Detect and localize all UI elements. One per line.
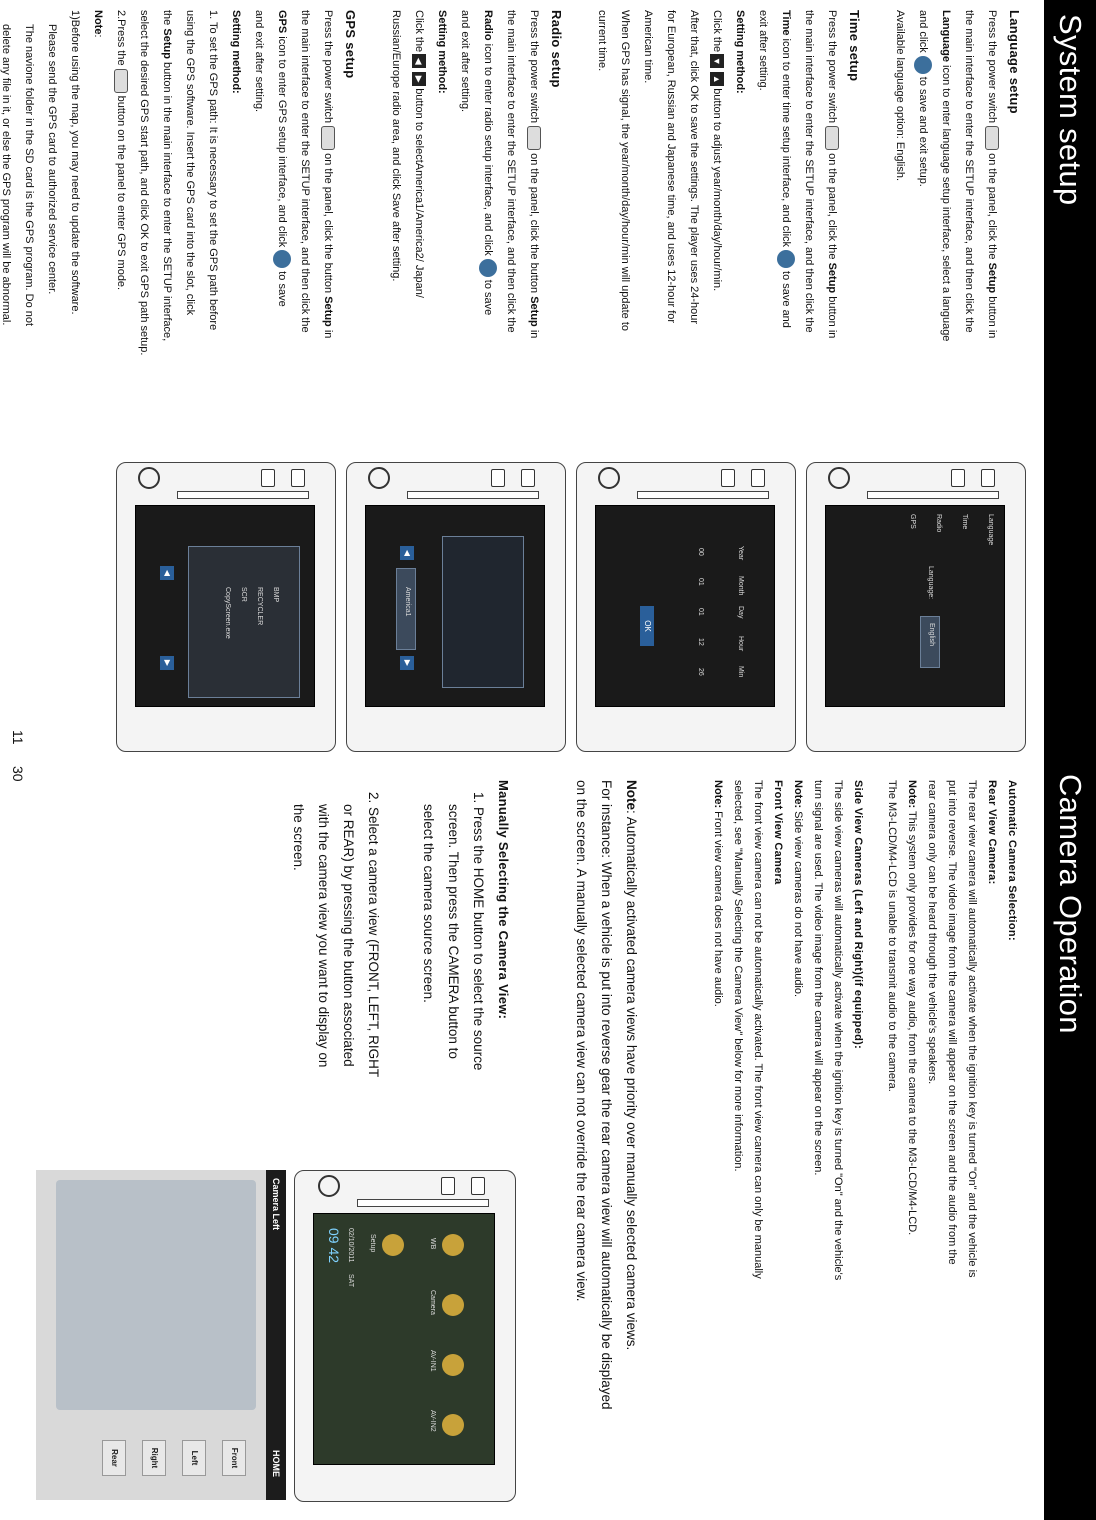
power-knob	[318, 1175, 340, 1197]
text: the main interface to enter the SETUP interface, and then click the	[963, 10, 975, 333]
time-column: Min	[737, 666, 744, 678]
text: The rear view camera will automatically activate when the ignition key is turned "On" and the vehicle is	[966, 780, 978, 1278]
right-camera-button: Right	[142, 1440, 166, 1476]
power-switch-icon	[321, 126, 335, 150]
section-heading: Manually Selecting the Camera View:	[496, 780, 511, 1020]
power-knob	[138, 467, 160, 489]
text: to save	[482, 279, 494, 316]
text: using the GPS software. Insert the GPS card into the slot, click	[184, 10, 196, 316]
tile-label: Setup	[369, 1234, 376, 1253]
power-knob	[598, 467, 620, 489]
time-column: Month	[737, 576, 744, 596]
text: the main interface to enter the SETUP interface, and then click the	[803, 10, 815, 333]
arrow-down-icon: ▼	[710, 54, 724, 68]
text: Front view camera does not have audio.	[712, 808, 724, 1007]
usb-icon	[721, 469, 735, 487]
time-value: 26	[697, 668, 704, 676]
tile-label: WB	[429, 1238, 436, 1250]
text: the	[161, 10, 173, 29]
av-in2-icon	[442, 1414, 464, 1436]
manual-selection-text	[286, 780, 516, 1220]
arrow-left-icon: ◀	[160, 566, 174, 580]
language-value-box	[920, 616, 940, 668]
power-switch-icon	[825, 126, 839, 150]
volume-button	[471, 1177, 485, 1195]
save-icon	[479, 259, 497, 277]
radio-area-value: America1	[404, 587, 411, 617]
note-label: Note:	[712, 780, 724, 809]
text: 1)Before using the map, you may need to update the software.	[69, 10, 81, 315]
text: screen. Then press the CAMERA button to	[446, 804, 461, 1059]
language-keyword: Language	[940, 10, 952, 62]
text: current time.	[596, 10, 608, 72]
text: and exit after setting.	[253, 10, 265, 113]
sub-heading: Rear View Camera:	[986, 780, 998, 885]
text: Russian/Europe radio area, and click Save after setting.	[390, 10, 402, 282]
text: The navione folder in the SD card is the GPS program. Do not	[23, 24, 35, 327]
disc-slot	[357, 1199, 489, 1207]
ok-button: OK	[640, 606, 654, 646]
section-heading: Radio setup	[549, 10, 564, 88]
tile-label: AV-IN1	[429, 1350, 436, 1372]
section-heading: Time setup	[847, 10, 862, 82]
sub-heading: Side View Cameras (Left and Right)(if equipped):	[852, 780, 864, 1050]
arrow-right-icon: ▶	[412, 72, 426, 86]
device-gps-screen	[116, 462, 336, 752]
radio-area-box	[396, 568, 416, 650]
volume-button	[521, 469, 535, 487]
device-time-screen	[576, 462, 796, 752]
text: Click the	[413, 10, 425, 53]
menu-item: Time	[961, 514, 968, 530]
text: Press the power switch	[986, 10, 998, 124]
text: Press the power switch	[826, 10, 838, 124]
usb-icon	[951, 469, 965, 487]
text: with the camera view you want to display on	[316, 804, 331, 1068]
setting-method-label: Setting method:	[230, 10, 242, 94]
time-section	[590, 10, 866, 440]
page-title: Camera Operation	[1053, 774, 1088, 1034]
text: and exit after setting.	[459, 10, 471, 113]
camera-title: Camera Left	[271, 1178, 281, 1231]
setup-icon	[382, 1234, 404, 1256]
usb-icon	[491, 469, 505, 487]
time-value: 01	[697, 608, 704, 616]
text: turn signal are used. The video image from the camera will appear on the screen.	[812, 780, 824, 1176]
tile-label: AV-IN2	[429, 1410, 436, 1432]
save-icon	[777, 250, 795, 268]
text: Side view cameras do not have audio.	[792, 808, 804, 998]
text: the main interface to enter the SETUP interface, and then click the	[505, 10, 517, 333]
file-item: BMP	[272, 587, 279, 603]
note-label: Note	[92, 10, 104, 35]
device-radio-screen	[346, 462, 566, 752]
text: on the screen. A manually selected camera view can not override the rear camera view.	[574, 780, 589, 1302]
menu-item: Language	[987, 514, 994, 546]
language-value: English	[928, 623, 935, 646]
day-readout: SAT	[347, 1274, 354, 1288]
text: icon to enter radio setup interface, and click	[482, 40, 494, 256]
save-icon	[273, 250, 291, 268]
text: on the panel, click the button	[528, 153, 540, 294]
text: and click	[917, 10, 929, 53]
arrow-up-icon: ▲	[710, 72, 724, 86]
gps-section: GPS setup Press the power switchon the panel, click the button Setup in the main interface to enter the SETUP interface, and then click the GPS icon to enter GPS setup interface, and clickto save and exit after setting. Setting method: 1. To set the GPS path: It is necessary to set the GPS path before using the GPS software. Insert the GPS card into the slot, click the Setup button in the main interface to enter the SETUP interface, select the desired GPS start path, and click OK to exit GPS path setup. 2.Press thebutton on the panel to enter GPS mode. Note: 1)Before using the map, you may need to update the software. Please send the GPS card to authorized service center. The navione folder in the SD card is the GPS program. Do not delete any file in it, or else the GPS program will be abnormal.	[0, 10, 362, 440]
camera-auto-text	[708, 780, 1022, 1500]
text: the screen.	[291, 804, 306, 871]
sub-heading: Front View Camera	[772, 780, 784, 885]
text: The side view cameras will automatically activate when the ignition key is turned "On" and the vehicle's	[832, 780, 844, 1281]
section-heading: GPS setup	[343, 10, 358, 79]
volume-button	[291, 469, 305, 487]
text: icon to enter language setup interface, select a language	[940, 61, 952, 342]
radio-keyword: Radio	[482, 10, 494, 41]
text: Click the	[711, 10, 723, 53]
setup-keyword: Setup	[322, 296, 334, 327]
note-label: Note:	[906, 780, 918, 809]
page-number: 30	[10, 766, 26, 782]
power-switch-icon	[527, 126, 541, 150]
av-in1-icon	[442, 1354, 464, 1376]
section-heading: Automatic Camera Selection:	[1006, 780, 1018, 941]
screen	[135, 505, 315, 707]
screen	[825, 505, 1005, 707]
text: icon to enter GPS setup interface, and click	[276, 33, 288, 248]
text: the main interface to enter the SETUP interface, and then click the	[299, 10, 311, 333]
text: After that, click OK to save the settings. The player uses 24-hour	[688, 10, 700, 325]
text: 1. Press the HOME button to select the source	[471, 792, 486, 1071]
text: button in	[826, 296, 838, 339]
time-readout: 09 42	[326, 1228, 342, 1264]
device-language-screen	[806, 462, 1026, 752]
text: The front view camera can not be automatically activated. The front view camera can only be manually	[752, 780, 764, 1279]
page-header	[1044, 0, 1096, 760]
rear-camera-button: Rear	[102, 1440, 126, 1476]
section-heading: Language setup	[1007, 10, 1022, 114]
time-value: 12	[697, 638, 704, 646]
gps-keyword: GPS	[276, 10, 288, 34]
text: selected, see "Manually Selecting the Camera View" below for more information.	[732, 780, 744, 1172]
gps-button-icon	[114, 69, 128, 93]
text: or REAR) by pressing the button associated	[341, 804, 356, 1067]
text: on the panel, click the button	[322, 153, 334, 294]
camera-icon	[442, 1294, 464, 1316]
world-map	[442, 536, 524, 688]
setting-method-label: Setting method:	[734, 10, 746, 94]
text: on the panel, click the	[826, 153, 838, 260]
date-readout: 02/10/2011	[347, 1228, 354, 1263]
time-column: Hour	[737, 636, 744, 652]
arrow-left-icon: ◀	[412, 54, 426, 68]
power-knob	[368, 467, 390, 489]
left-camera-button: Left	[182, 1440, 206, 1476]
arrow-right-icon: ▶	[160, 656, 174, 670]
text: put into reverse. The video image from the camera will appear on the screen and the audio from the	[946, 780, 958, 1265]
save-icon	[914, 56, 932, 74]
arrow-left-icon: ◀	[400, 546, 414, 560]
text: Please send the GPS card to authorized service center.	[46, 24, 58, 295]
time-value: 00	[697, 548, 704, 556]
setup-text-column	[0, 10, 1026, 440]
front-camera-button: Front	[222, 1440, 246, 1476]
text: button on the panel to enter GPS mode.	[115, 95, 127, 291]
page-number: 11	[10, 730, 26, 745]
text: for European, Russian and Japanese time, and uses 12-hour for	[665, 10, 677, 324]
usb-icon	[441, 1177, 455, 1195]
text: 2.Press the	[115, 10, 127, 66]
text: button to adjust year/month/day/hour/min.	[711, 88, 723, 292]
page-title: System setup	[1053, 14, 1088, 206]
camera-screen	[36, 1170, 286, 1500]
setup-keyword: Setup	[161, 28, 173, 59]
time-value: 01	[697, 578, 704, 586]
priority-note	[569, 780, 644, 1500]
time-column: Year	[737, 546, 744, 561]
text: button in	[986, 296, 998, 339]
gps-file-list	[188, 546, 300, 698]
text: Available language option: English.	[894, 10, 906, 182]
usb-icon	[261, 469, 275, 487]
text: For instance: When a vehicle is put into reverse gear the rear camera view will automatically be displayed	[599, 780, 614, 1410]
language-section	[888, 10, 1026, 440]
text: select the desired GPS start path, and click OK to exit GPS path setup.	[138, 10, 150, 356]
text: : Automatically activated camera views have priority over manually selected camera views.	[624, 810, 639, 1351]
power-switch-icon	[985, 126, 999, 150]
text: in	[322, 329, 334, 339]
menu-item: GPS	[909, 514, 916, 529]
camera-title-bar	[266, 1170, 286, 1500]
text: The M3-LCD/M4-LCD is unable to transmit audio to the camera.	[886, 780, 898, 1092]
language-label: Language:	[927, 566, 934, 600]
radio-section	[384, 10, 568, 440]
text: to save and exit setup.	[917, 76, 929, 187]
disc-slot	[867, 491, 999, 499]
home-button: HOME	[271, 1450, 281, 1477]
volume-button	[751, 469, 765, 487]
note-label: Note:	[792, 780, 804, 809]
text: Press the power switch	[322, 10, 334, 124]
page-header	[1044, 760, 1096, 1520]
text: button in the main interface to enter the SETUP interface,	[161, 58, 173, 342]
car-image	[56, 1180, 256, 1410]
text: This system only provides for one way audio, from the camera to the M3-LCD/M4-LCD.	[906, 808, 918, 1236]
text: When GPS has signal, the year/month/day/hour/min will update to	[619, 10, 631, 332]
setup-keyword: Setup	[528, 296, 540, 327]
wb-icon	[442, 1234, 464, 1256]
text: rear camera only can be heard through the vehicle's speakers.	[926, 780, 938, 1085]
text: to save and	[780, 271, 792, 328]
screen	[595, 505, 775, 707]
disc-slot	[637, 491, 769, 499]
file-item: CopyScreen.exe	[224, 587, 231, 639]
power-knob	[828, 467, 850, 489]
arrow-right-icon: ▶	[400, 656, 414, 670]
text: to save	[276, 271, 288, 307]
volume-button	[981, 469, 995, 487]
text: delete any file in it, or else the GPS program will be abnormal.	[0, 24, 12, 326]
text: 1. To set the GPS path: It is necessary to set the GPS path before	[207, 10, 219, 331]
text: Press the power switch	[528, 10, 540, 124]
tile-label: Camera	[429, 1290, 436, 1315]
text: on the panel, click the	[986, 153, 998, 260]
time-column: Day	[737, 606, 744, 619]
text: in	[528, 329, 540, 339]
text: icon to enter time setup interface, and click	[780, 35, 792, 248]
time-keyword: Time	[780, 10, 792, 36]
file-item: RECYCLER	[256, 587, 263, 626]
setup-keyword: Setup	[986, 262, 998, 294]
text: 2. Select a camera view (FRONT, LEFT, RIGHT	[366, 792, 381, 1078]
text: select the camera source screen.	[421, 804, 436, 1003]
setting-method-label: Setting method:	[436, 10, 448, 94]
text: American time.	[642, 10, 654, 84]
file-item: SCR	[240, 587, 247, 602]
disc-slot	[407, 491, 539, 499]
menu-item: Radio	[935, 514, 942, 533]
note-label: Note	[624, 780, 639, 810]
device-home-screen	[294, 1170, 516, 1502]
screen	[365, 505, 545, 707]
page-camera-operation	[0, 760, 1096, 1520]
text: button to selectAmerica1/America2/ Japan/	[413, 88, 425, 298]
setup-keyword: Setup	[826, 262, 838, 294]
text: exit after setting.	[757, 10, 769, 91]
disc-slot	[177, 491, 309, 499]
screen	[313, 1213, 495, 1465]
